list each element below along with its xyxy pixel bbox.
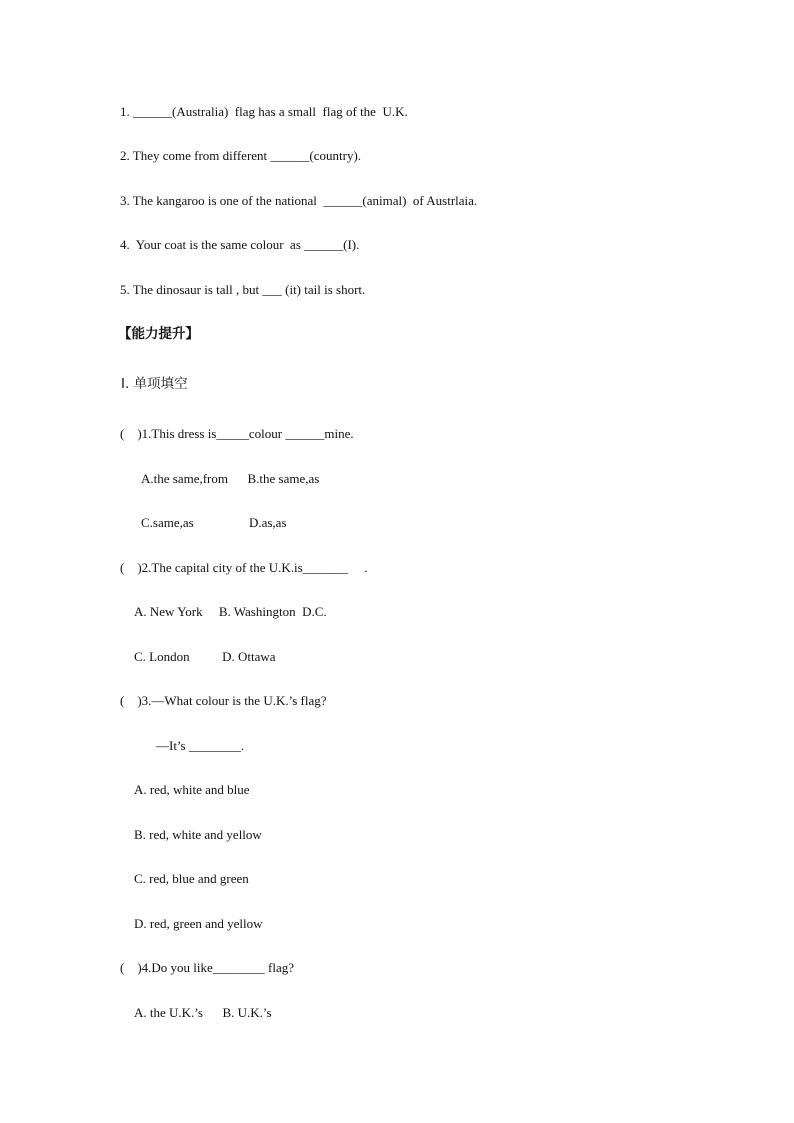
fill-in-item: 2. They come from different ______(country). — [120, 148, 362, 163]
fill-in-item: 1. ______(Australia) flag has a small flag of the U.K. — [120, 104, 408, 119]
answer-options: A. New York B. Washington D.C. — [134, 604, 327, 619]
question-line: ( )4.Do you like________ flag? — [120, 960, 295, 975]
question-line: —It’s ________. — [156, 738, 245, 753]
answer-option: A. red, white and blue — [134, 782, 250, 797]
answer-option: B. red, white and yellow — [134, 827, 262, 842]
fill-in-item: 3. The kangaroo is one of the national ______(animal) of Austrlaia. — [120, 193, 478, 208]
answer-option: C. red, blue and green — [134, 871, 249, 886]
section-heading: 【能力提升】 — [118, 326, 199, 342]
question-line: ( )1.This dress is_____colour ______mine. — [120, 426, 354, 441]
fill-in-item: 4. Your coat is the same colour as ______(I). — [120, 237, 360, 252]
answer-option: D. red, green and yellow — [134, 916, 263, 931]
answer-options: C.same,as D.as,as — [141, 515, 287, 530]
answer-options: A.the same,from B.the same,as — [141, 471, 320, 486]
subsection-heading: Ⅰ. 单项填空 — [121, 376, 188, 392]
question-line: ( )2.The capital city of the U.K.is_______ . — [120, 560, 368, 575]
answer-options: A. the U.K.’s B. U.K.’s — [134, 1005, 272, 1020]
fill-in-item: 5. The dinosaur is tall , but ___ (it) tail is short. — [120, 282, 366, 297]
answer-options: C. London D. Ottawa — [134, 649, 276, 664]
question-line: ( )3.—What colour is the U.K.’s flag? — [120, 693, 327, 708]
